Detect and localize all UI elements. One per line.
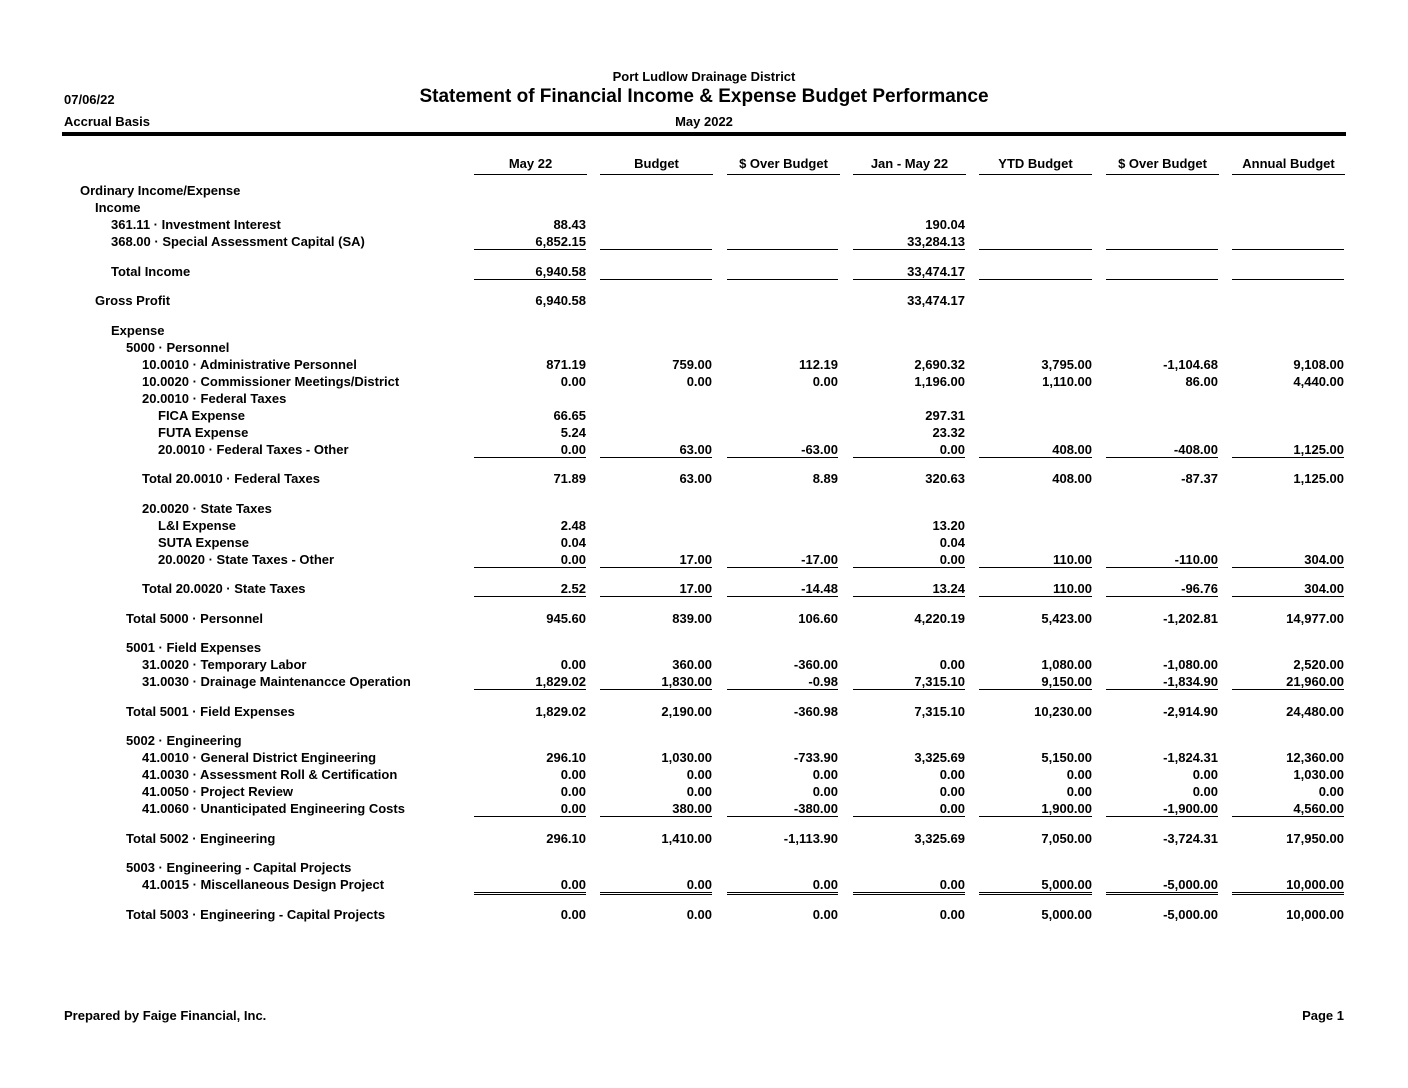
- cell-value: 10,000.00: [1232, 877, 1344, 895]
- table-row: [0, 234, 1408, 251]
- report-period: May 2022: [675, 114, 733, 129]
- cell-value: 5,150.00: [1041, 750, 1092, 765]
- cell-value: 0.00: [939, 767, 965, 782]
- cell-value: 7,315.10: [914, 704, 965, 719]
- cell-value: 0.00: [560, 767, 586, 782]
- cell-value: -360.98: [793, 704, 838, 719]
- cell-value: 21,960.00: [1232, 674, 1344, 690]
- cell-value: 2,690.32: [914, 357, 965, 372]
- row-label: 41.0015 · Miscellaneous Design Project: [142, 877, 385, 892]
- cell-value: 0.00: [1318, 784, 1344, 799]
- row-label: 361.11 · Investment Interest: [111, 217, 281, 232]
- cell-value: -1,113.90: [783, 831, 838, 846]
- cell-value: -17.00: [727, 552, 838, 568]
- row-label: Total 5002 · Engineering: [126, 831, 276, 846]
- cell-value: 0.00: [1192, 767, 1218, 782]
- cell-value: 1,125.00: [1232, 442, 1344, 458]
- table-row: [0, 501, 1408, 518]
- cell-value: 1,410.00: [661, 831, 712, 846]
- column-header: Budget: [600, 156, 713, 175]
- row-label: Total Income: [111, 264, 191, 279]
- table-row: [0, 674, 1408, 691]
- cell-value: [979, 234, 1092, 250]
- row-label: 20.0020 · State Taxes - Other: [158, 552, 335, 567]
- cell-value: -3,724.31: [1163, 831, 1218, 846]
- cell-value: 0.00: [560, 657, 586, 672]
- cell-value: 1,030.00: [661, 750, 712, 765]
- column-header: $ Over Budget: [727, 156, 840, 175]
- column-header: May 22: [474, 156, 587, 175]
- cell-value: -1,202.81: [1163, 611, 1218, 626]
- cell-value: -5,000.00: [1163, 907, 1218, 922]
- table-row: [0, 183, 1408, 200]
- cell-value: -110.00: [1106, 552, 1218, 568]
- cell-value: 296.10: [546, 750, 586, 765]
- column-header: $ Over Budget: [1106, 156, 1219, 175]
- row-label: 5002 · Engineering: [126, 733, 242, 748]
- row-label: 20.0010 · Federal Taxes: [142, 391, 287, 406]
- cell-value: 0.00: [853, 801, 965, 817]
- row-label: 10.0010 · Administrative Personnel: [142, 357, 357, 372]
- cell-value: 297.31: [925, 408, 965, 423]
- cell-value: 12,360.00: [1286, 750, 1344, 765]
- cell-value: 0.00: [1066, 784, 1092, 799]
- page-number: Page 1: [1302, 1008, 1344, 1023]
- row-label: 5001 · Field Expenses: [126, 640, 262, 655]
- cell-value: 88.43: [553, 217, 586, 232]
- table-row: [0, 767, 1408, 784]
- cell-value: 0.00: [812, 784, 838, 799]
- row-label: Total 5000 · Personnel: [126, 611, 264, 626]
- row-label: 41.0010 · General District Engineering: [142, 750, 377, 765]
- cell-value: 0.00: [474, 552, 586, 568]
- cell-value: [727, 264, 838, 280]
- table-row: [0, 750, 1408, 767]
- cell-value: 0.00: [600, 877, 712, 895]
- cell-value: -63.00: [727, 442, 838, 458]
- cell-value: 0.00: [727, 877, 838, 895]
- cell-value: 0.00: [474, 877, 586, 895]
- cell-value: -360.00: [793, 657, 838, 672]
- table-row: [0, 640, 1408, 657]
- table-row: [0, 442, 1408, 459]
- cell-value: 408.00: [1052, 471, 1092, 486]
- row-label: 5000 · Personnel: [126, 340, 230, 355]
- header-rule: [62, 132, 1346, 136]
- row-label: Income: [95, 200, 141, 215]
- cell-value: -733.90: [793, 750, 838, 765]
- cell-value: 0.00: [686, 374, 712, 389]
- table-row: [0, 877, 1408, 894]
- cell-value: 6,852.15: [474, 234, 586, 250]
- company-name: Port Ludlow Drainage District: [612, 69, 796, 84]
- table-row: [0, 425, 1408, 442]
- cell-value: 1,829.02: [535, 704, 586, 719]
- cell-value: -1,900.00: [1106, 801, 1218, 817]
- cell-value: 4,440.00: [1293, 374, 1344, 389]
- cell-value: 0.00: [474, 442, 586, 458]
- table-row: [0, 217, 1408, 234]
- report-title: Statement of Financial Income & Expense Budget Performance: [419, 86, 989, 107]
- table-row: [0, 408, 1408, 425]
- cell-value: 2,520.00: [1293, 657, 1344, 672]
- cell-value: 304.00: [1232, 581, 1344, 597]
- cell-value: 0.00: [812, 907, 838, 922]
- cell-value: 0.00: [939, 784, 965, 799]
- cell-value: 1,110.00: [1042, 374, 1092, 389]
- row-label: Total 5001 · Field Expenses: [126, 704, 295, 719]
- cell-value: 71.89: [553, 471, 586, 486]
- cell-value: 190.04: [925, 217, 965, 232]
- cell-value: 0.00: [812, 767, 838, 782]
- cell-value: -1,104.68: [1163, 357, 1218, 372]
- prepared-by: Prepared by Faige Financial, Inc.: [64, 1008, 267, 1023]
- cell-value: 63.00: [600, 442, 712, 458]
- table-row: [0, 611, 1408, 628]
- cell-value: [1106, 264, 1218, 280]
- cell-value: 86.00: [1185, 374, 1218, 389]
- table-row: [0, 340, 1408, 357]
- table-row: [0, 784, 1408, 801]
- cell-value: -14.48: [727, 581, 838, 597]
- cell-value: -87.37: [1181, 471, 1218, 486]
- row-label: 31.0030 · Drainage Maintenancce Operation: [142, 674, 411, 689]
- cell-value: 5,000.00: [979, 877, 1092, 895]
- cell-value: -1,834.90: [1106, 674, 1218, 690]
- table-row: [0, 323, 1408, 340]
- cell-value: 17.00: [600, 581, 712, 597]
- cell-value: 4,560.00: [1232, 801, 1344, 817]
- cell-value: 759.00: [672, 357, 712, 372]
- cell-value: 106.60: [798, 611, 838, 626]
- row-label: Gross Profit: [95, 293, 171, 308]
- cell-value: 0.00: [686, 907, 712, 922]
- cell-value: 23.32: [932, 425, 965, 440]
- cell-value: 0.00: [560, 784, 586, 799]
- accounting-basis: Accrual Basis: [64, 114, 150, 129]
- cell-value: 110.00: [979, 552, 1092, 568]
- cell-value: 112.19: [798, 357, 838, 372]
- cell-value: 0.00: [939, 907, 965, 922]
- cell-value: 10,230.00: [1034, 704, 1092, 719]
- cell-value: 1,080.00: [1041, 657, 1092, 672]
- row-label: Total 5003 · Engineering - Capital Projects: [126, 907, 386, 922]
- cell-value: 0.00: [1192, 784, 1218, 799]
- row-label: 41.0050 · Project Review: [142, 784, 294, 799]
- cell-value: 7,050.00: [1041, 831, 1092, 846]
- table-row: [0, 518, 1408, 535]
- table-row: [0, 374, 1408, 391]
- cell-value: 3,325.69: [914, 831, 965, 846]
- cell-value: -1,824.31: [1163, 750, 1218, 765]
- table-row: [0, 581, 1408, 598]
- cell-value: 63.00: [679, 471, 712, 486]
- table-row: [0, 200, 1408, 217]
- cell-value: -0.98: [727, 674, 838, 690]
- cell-value: 2.52: [474, 581, 586, 597]
- report-date: 07/06/22: [64, 92, 115, 107]
- cell-value: 7,315.10: [853, 674, 965, 690]
- row-label: 20.0020 · State Taxes: [142, 501, 272, 516]
- cell-value: 5.24: [560, 425, 586, 440]
- cell-value: 0.00: [853, 877, 965, 895]
- cell-value: -408.00: [1106, 442, 1218, 458]
- cell-value: 1,829.02: [474, 674, 586, 690]
- row-label: Expense: [111, 323, 165, 338]
- cell-value: 380.00: [600, 801, 712, 817]
- column-header: Jan - May 22: [853, 156, 966, 175]
- cell-value: 66.65: [553, 408, 586, 423]
- cell-value: 33,474.17: [907, 293, 965, 308]
- cell-value: 3,795.00: [1041, 357, 1092, 372]
- cell-value: 320.63: [925, 471, 965, 486]
- cell-value: 9,108.00: [1293, 357, 1344, 372]
- cell-value: [1106, 234, 1218, 250]
- cell-value: 839.00: [672, 611, 712, 626]
- cell-value: 0.00: [560, 374, 586, 389]
- cell-value: 1,030.00: [1293, 767, 1344, 782]
- table-row: [0, 391, 1408, 408]
- cell-value: 0.00: [939, 657, 965, 672]
- row-label: 41.0060 · Unanticipated Engineering Costs: [142, 801, 405, 816]
- row-label: Ordinary Income/Expense: [80, 183, 241, 198]
- cell-value: 1,900.00: [979, 801, 1092, 817]
- table-row: [0, 657, 1408, 674]
- table-row: [0, 860, 1408, 877]
- cell-value: [600, 264, 712, 280]
- table-row: [0, 293, 1408, 310]
- cell-value: [1232, 234, 1344, 250]
- row-label: FICA Expense: [158, 408, 245, 423]
- cell-value: [600, 234, 712, 250]
- cell-value: 1,196.00: [914, 374, 965, 389]
- cell-value: 110.00: [979, 581, 1092, 597]
- table-row: [0, 801, 1408, 818]
- cell-value: 5,000.00: [1041, 907, 1092, 922]
- cell-value: 33,284.13: [853, 234, 965, 250]
- table-row: [0, 733, 1408, 750]
- table-row: [0, 357, 1408, 374]
- row-label: 41.0030 · Assessment Roll & Certification: [142, 767, 398, 782]
- cell-value: -5,000.00: [1106, 877, 1218, 895]
- table-row: [0, 552, 1408, 569]
- table-row: [0, 535, 1408, 552]
- cell-value: -96.76: [1106, 581, 1218, 597]
- cell-value: 33,474.17: [853, 264, 965, 280]
- cell-value: 1,830.00: [600, 674, 712, 690]
- row-label: L&I Expense: [158, 518, 237, 533]
- cell-value: 945.60: [546, 611, 586, 626]
- cell-value: 10,000.00: [1286, 907, 1344, 922]
- row-label: SUTA Expense: [158, 535, 250, 550]
- row-label: Total 20.0020 · State Taxes: [142, 581, 306, 596]
- cell-value: -380.00: [727, 801, 838, 817]
- cell-value: 360.00: [672, 657, 712, 672]
- cell-value: 0.00: [474, 801, 586, 817]
- cell-value: 14,977.00: [1286, 611, 1344, 626]
- cell-value: 6,940.58: [535, 293, 586, 308]
- row-label: Total 20.0010 · Federal Taxes: [142, 471, 320, 486]
- cell-value: 408.00: [979, 442, 1092, 458]
- cell-value: 17.00: [600, 552, 712, 568]
- cell-value: 0.00: [560, 907, 586, 922]
- cell-value: 0.04: [939, 535, 965, 550]
- cell-value: -2,914.90: [1163, 704, 1218, 719]
- cell-value: 2,190.00: [661, 704, 712, 719]
- cell-value: 24,480.00: [1286, 704, 1344, 719]
- cell-value: 0.00: [686, 784, 712, 799]
- table-row: [0, 907, 1408, 924]
- cell-value: 304.00: [1232, 552, 1344, 568]
- cell-value: 13.20: [932, 518, 965, 533]
- cell-value: 3,325.69: [914, 750, 965, 765]
- cell-value: 6,940.58: [474, 264, 586, 280]
- cell-value: 0.04: [560, 535, 586, 550]
- cell-value: 0.00: [1066, 767, 1092, 782]
- cell-value: 8.89: [812, 471, 838, 486]
- column-header: YTD Budget: [979, 156, 1092, 175]
- cell-value: 0.00: [853, 442, 965, 458]
- column-header: Annual Budget: [1232, 156, 1345, 175]
- cell-value: [979, 264, 1092, 280]
- row-label: 20.0010 · Federal Taxes - Other: [158, 442, 349, 457]
- cell-value: 13.24: [853, 581, 965, 597]
- row-label: 368.00 · Special Assessment Capital (SA): [111, 234, 365, 249]
- cell-value: 2.48: [560, 518, 586, 533]
- cell-value: [727, 234, 838, 250]
- cell-value: 17,950.00: [1286, 831, 1344, 846]
- table-row: [0, 264, 1408, 281]
- cell-value: 1,125.00: [1293, 471, 1344, 486]
- cell-value: 0.00: [686, 767, 712, 782]
- cell-value: 5,423.00: [1041, 611, 1092, 626]
- cell-value: 9,150.00: [979, 674, 1092, 690]
- table-row: [0, 471, 1408, 488]
- row-label: 10.0020 · Commissioner Meetings/District: [142, 374, 400, 389]
- cell-value: -1,080.00: [1163, 657, 1218, 672]
- table-row: [0, 831, 1408, 848]
- row-label: 31.0020 · Temporary Labor: [142, 657, 307, 672]
- cell-value: 296.10: [546, 831, 586, 846]
- cell-value: 0.00: [812, 374, 838, 389]
- table-row: [0, 704, 1408, 721]
- cell-value: [1232, 264, 1344, 280]
- row-label: 5003 · Engineering - Capital Projects: [126, 860, 352, 875]
- cell-value: 871.19: [546, 357, 586, 372]
- cell-value: 4,220.19: [914, 611, 965, 626]
- row-label: FUTA Expense: [158, 425, 249, 440]
- cell-value: 0.00: [853, 552, 965, 568]
